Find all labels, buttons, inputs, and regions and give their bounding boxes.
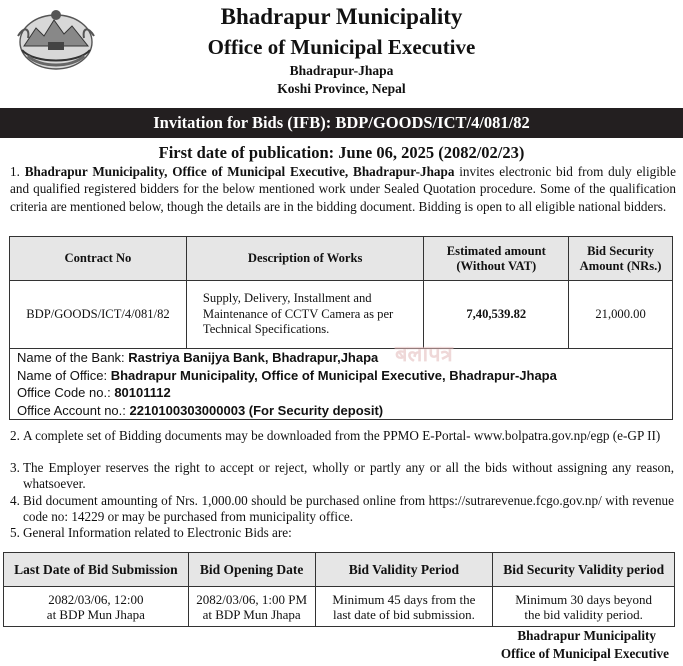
bank-name-line: Name of the Bank: Rastriya Banijya Bank, Bhadrapur,Jhapa [17,350,379,365]
location: Bhadrapur-Jhapa [289,63,394,78]
bid-security-cell: 21,000.00 [569,281,673,349]
account-line: Office Account no.: 2210100303000003 (For Security deposit) [17,402,384,418]
security-validity-cell: Minimum 30 days beyond the bid validity period. [493,587,675,627]
col-estimated-amount: Estimated amount (Without VAT) [424,237,569,281]
office-name-line: Name of Office: Bhadrapur Municipality, Office of Municipal Executive, Bhadrapur-Jhapa [17,367,557,383]
org-name: Bhadrapur Municipality [220,4,463,29]
para-number: 1. [10,164,20,179]
col-contract-no: Contract No [10,237,187,281]
col-last-date: Last Date of Bid Submission [4,553,189,587]
dates-table [3,552,675,627]
col-validity: Bid Validity Period [315,553,493,587]
opening-date-cell: 2082/03/06, 1:00 PM at BDP Mun Jhapa [188,587,315,627]
publication-date: First date of publication: June 06, 2025 (2082/02/23) [158,143,525,162]
table-header-row [4,553,675,587]
office-code-line: Office Code no.: 80101112 [17,385,171,401]
watermark: बलापत्र [395,342,453,367]
bank-details [9,348,673,420]
table-row [4,587,675,627]
office-title: Office of Municipal Executive [207,35,476,59]
para-text: invites electronic bid from duly eligible and qualified registered bidders for the below mentioned work under Sealed Quotation procedure. Some of the qualification criteria are mentioned below, though the details are in the bidding document. Bidding is open to all eligible national bidders. [10,164,676,214]
col-security-validity: Bid Security Validity period [493,553,675,587]
validity-cell: Minimum 45 days from the last date of bid submission. [315,587,493,627]
col-bid-security: Bid Security Amount (NRs.) [569,237,673,281]
contract-no-cell: BDP/GOODS/ICT/4/081/82 [10,281,187,349]
col-description: Description of Works [186,237,424,281]
estimated-amount-cell: 7,40,539.82 [424,281,569,349]
list-item: 2. A complete set of Bidding documents may be downloaded from the PPMO E-Portal- www.bolpatra.gov.np/egp (e-GP II) [10,428,661,443]
para-bold-text: Bhadrapur Municipality, Office of Municipal Executive, Bhadrapur-Jhapa [24,164,455,179]
ifb-title-bar: Invitation for Bids (IFB): BDP/GOODS/ICT/4/081/82 [0,108,683,138]
list-item: 3. The Employer reserves the right to accept or reject, wholly or partly any or all the bids without assigning any reason, whatsoever. [10,460,674,491]
table-row [10,281,673,349]
list-item: 4. Bid document amounting of Nrs. 1,000.00 should be purchased online from https://sutrarevenue.fcgo.gov.np/ with revenue code no: 14229 or may be purchased from municipality office. [10,493,674,524]
contract-table [9,236,673,349]
table-header-row [10,237,673,281]
last-date-cell: 2082/03/06, 12:00 at BDP Mun Jhapa [4,587,189,627]
footer-org: Bhadrapur Municipality [517,628,656,643]
description-cell: Supply, Delivery, Installment and Maintenance of CCTV Camera as per Technical Specifications. [186,281,424,349]
province: Koshi Province, Nepal [277,81,406,96]
footer-office: Office of Municipal Executive [500,646,669,661]
list-item: 5. General Information related to Electronic Bids are: [10,525,292,540]
intro-paragraph [10,163,676,215]
col-opening-date: Bid Opening Date [188,553,315,587]
